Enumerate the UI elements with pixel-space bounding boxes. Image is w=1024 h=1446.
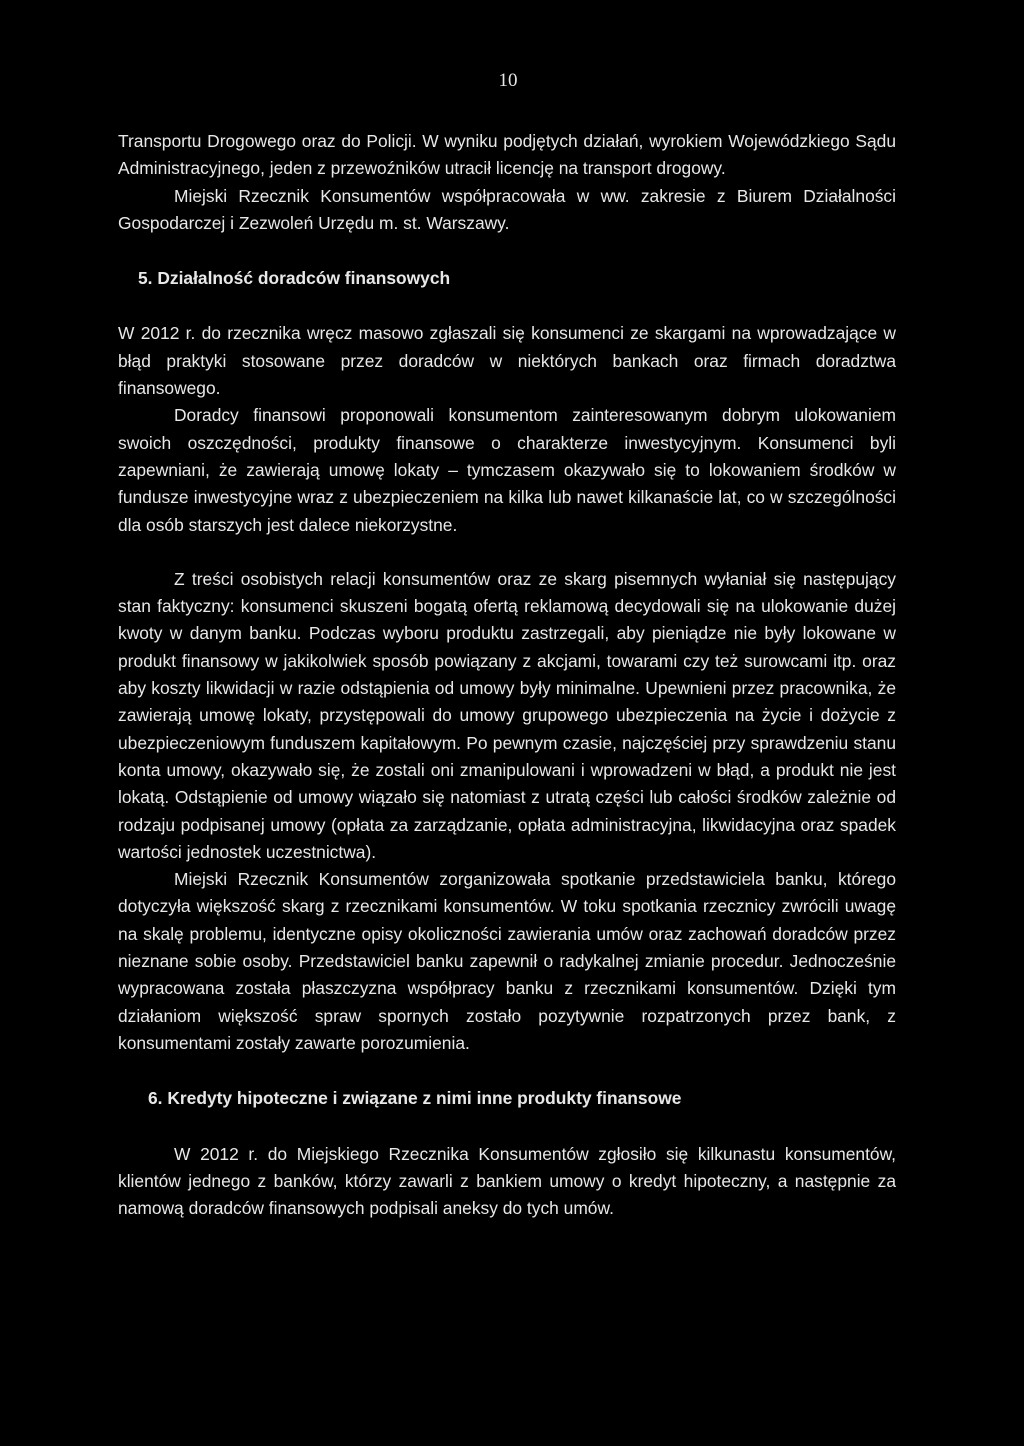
paragraph-meeting: Miejski Rzecznik Konsumentów zorganizowała spotkanie przedstawiciela banku, którego dotyczyła większość skarg z rzecznikami konsumentów. W toku spotkania rzecznicy zwrócili uwagę na skalę problemu, identyczne opisy okoliczności zawierania umów oraz zachowań doradców przez nieznane sobie osoby. Przedstawiciel banku zapewnił o radykalnej zmianie procedur. Jednocześnie wypracowana została płaszczyzna współpracy banku z rzecznikami konsumentów. Dzięki tym działaniom większość spraw spornych zostało pozytywnie rozpatrzonych przez bank, z konsumentami zostały zawarte porozumienia.	[118, 869, 896, 1053]
paragraph-gap	[118, 539, 896, 566]
section-6-heading: 6. Kredyty hipoteczne i związane z nimi inne produkty finansowe	[148, 1088, 682, 1109]
paragraph-advisors: Doradcy finansowi proponowali konsumentom zainteresowanym dobrym ulokowaniem swoich oszczędności, produkty finansowe o charakterze inwestycyjnym. Konsumenci byli zapewniani, że zawierają umowę lokaty – tymczasem okazywało się to lokowaniem środków w fundusze inwestycyjne wraz z ubezpieczeniem na kilka lub nawet kilkanaście lat, co w szczególności dla osób starszych jest dalece niekorzystne.	[118, 405, 896, 535]
paragraph-complaints: W 2012 r. do rzecznika wręcz masowo zgłaszali się konsumenci ze skargami na wprowadzające w błąd praktyki stosowane przez doradców w niektórych bankach oraz firmach doradztwa finansowego.	[118, 323, 896, 399]
page-number: 10	[498, 70, 518, 91]
paragraph-mortgage: W 2012 r. do Miejskiego Rzecznika Konsumentów zgłosiło się kilkunastu konsumentów, klientów jednego z banków, którzy zawarli z bankiem umowy o kredyt hipoteczny, a następnie za namową doradców finansowych podpisali aneksy do tych umów.	[118, 1143, 896, 1219]
paragraph-facts: Z treści osobistych relacji konsumentów oraz ze skarg pisemnych wyłaniał się następujący stan faktyczny: konsumenci skuszeni bogatą ofertą reklamową decydowali się na ulokowanie dużej kwoty w danym banku. Podczas wyboru produktu zastrzegali, aby pieniądze nie były lokowane w produkt finansowy w jakikolwiek sposób powiązany z akcjami, towarami czy też surowcami itp. oraz aby koszty likwidacji w razie odstąpienia od umowy były minimalne. Upewnieni przez pracownika, że zawierają umowę lokaty, przystępowali do umowy grupowego ubezpieczenia na życie i dożycie z ubezpieczeniowym funduszem kapitałowym. Po pewnym czasie, najczęściej przy sprawdzeniu stanu konta umowy, okazywało się, że zostali oni zmanipulowani i wprowadzeni w błąd, a produkt nie jest lokatą. Odstąpienie od umowy wiązało się natomiast z utratą części lub całości środków zależnie od rodzaju podpisanej umowy (opłata za zarządzanie, opłata administracyjna, likwidacyjna oraz spadek wartości jednostek uczestnictwa).	[118, 568, 896, 862]
section-5-heading: 5. Działalność doradców finansowych	[138, 268, 451, 289]
paragraph-transport: Transportu Drogowego oraz do Policji. W wyniku podjętych działań, wyrokiem Wojewódzkiego Sądu Administracyjnego, jeden z przewoźników utracił licencję na transport drogowy.	[118, 131, 896, 179]
paragraph-cooperation: Miejski Rzecznik Konsumentów współpracowała w ww. zakresie z Biurem Działalności Gospodarczej i Zezwoleń Urzędu m. st. Warszawy.	[118, 185, 896, 233]
document-body	[118, 128, 896, 1222]
